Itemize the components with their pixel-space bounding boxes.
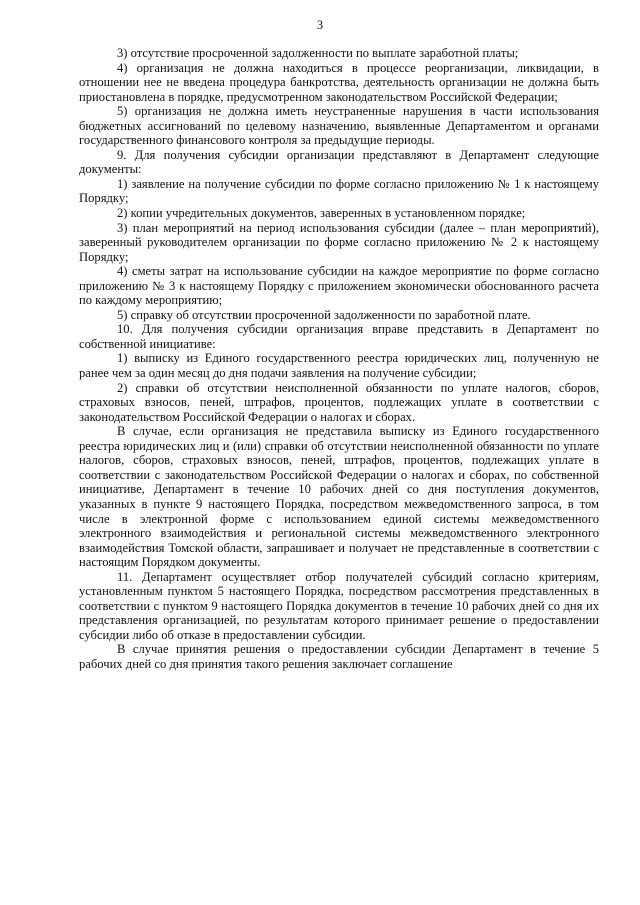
paragraph: 1) выписку из Единого государственного реестра юридических лиц, полученную не ранее чем за один месяц до дня подачи заявления на получение субсидии; [79,351,599,381]
paragraph: 5) организация не должна иметь неустраненные нарушения в части использования бюджетных ассигнований по целевому назначению, выявленные Департаментом и органами государственного финансового контроля за предыдущие периоды. [79,104,599,148]
paragraph: 2) копии учредительных документов, заверенных в установленном порядке; [117,206,526,221]
paragraph: 9. Для получения субсидии организации представляют в Департамент следующие документы: [79,147,599,177]
paragraph: 3) отсутствие просроченной задолженности по выплате заработной платы; [117,46,519,60]
paragraph: 11. Департамент осуществляет отбор получателей субсидий согласно критериям, установленным пунктом 5 настоящего Порядка, посредством рассмотрения представленных в соответствии с пунктом 9 настоящего Порядка документов в течение 10 рабочих дней со дня их представления организацией, по результатам которого принимает решение о предоставлении субсидии либо об отказе в предоставлении субсидии. [79,569,599,642]
paragraph: В случае, если организация не представила выписку из Единого государственного реестра юридических лиц и (или) справки об отсутствии неисполненной обязанности по уплате налогов, сборов, страховых взносов, пеней, штрафов, процентов, подлежащих уплате в соответствии с законодательством Российской Федерации о налогах и сборах, по собственной инициативе, Департамент в течение 10 рабочих дней со дня поступления документов, указанных в пункте 9 настоящего Порядка, посредством межведомственного запроса, в том числе в электронной форме с использованием единой системы межведомственного электронного взаимодействия и региональной системы межведомственного электронного взаимодействия Томской области, запрашивает и получает не представленные в соответствии с настоящим Порядком документы. [79,424,599,570]
paragraph: 10. Для получения субсидии организация вправе представить в Департамент по собственной инициативе: [79,322,599,351]
paragraph: В случае принятия решения о предоставлении субсидии Департамент в течение 5 рабочих дней со дня принятия такого решения заключает соглашение [79,642,599,671]
paragraph: 4) сметы затрат на использование субсидии на каждое мероприятие по форме согласно приложению № 3 к настоящему Порядку с приложением экономически обоснованного расчета по каждому мероприятию; [79,264,599,308]
paragraph: 5) справку об отсутствии просроченной задолженности по заработной плате. [117,307,531,322]
paragraph: 4) организация не должна находиться в процессе реорганизации, ликвидации, в отношении нее не введена процедура банкротства, деятельность организации не должна быть приостановлена в порядке, предусмотренном законодательством Российской Федерации; [79,60,599,104]
paragraph: 1) заявление на получение субсидии по форме согласно приложению № 1 к настоящему Порядку; [79,176,599,206]
document-body [79,46,599,672]
paragraph: 3) план мероприятий на период использования субсидии (далее – план мероприятий), заверенный руководителем организации по форме согласно приложению № 2 к настоящему Порядку; [79,220,599,264]
page-number: 3 [316,18,324,32]
paragraph: 2) справки об отсутствии неисполненной обязанности по уплате налогов, сборов, страховых взносов, пеней, штрафов, процентов, подлежащих уплате в соответствии с законодательством Российской Федерации о налогах и сборах. [79,380,599,424]
